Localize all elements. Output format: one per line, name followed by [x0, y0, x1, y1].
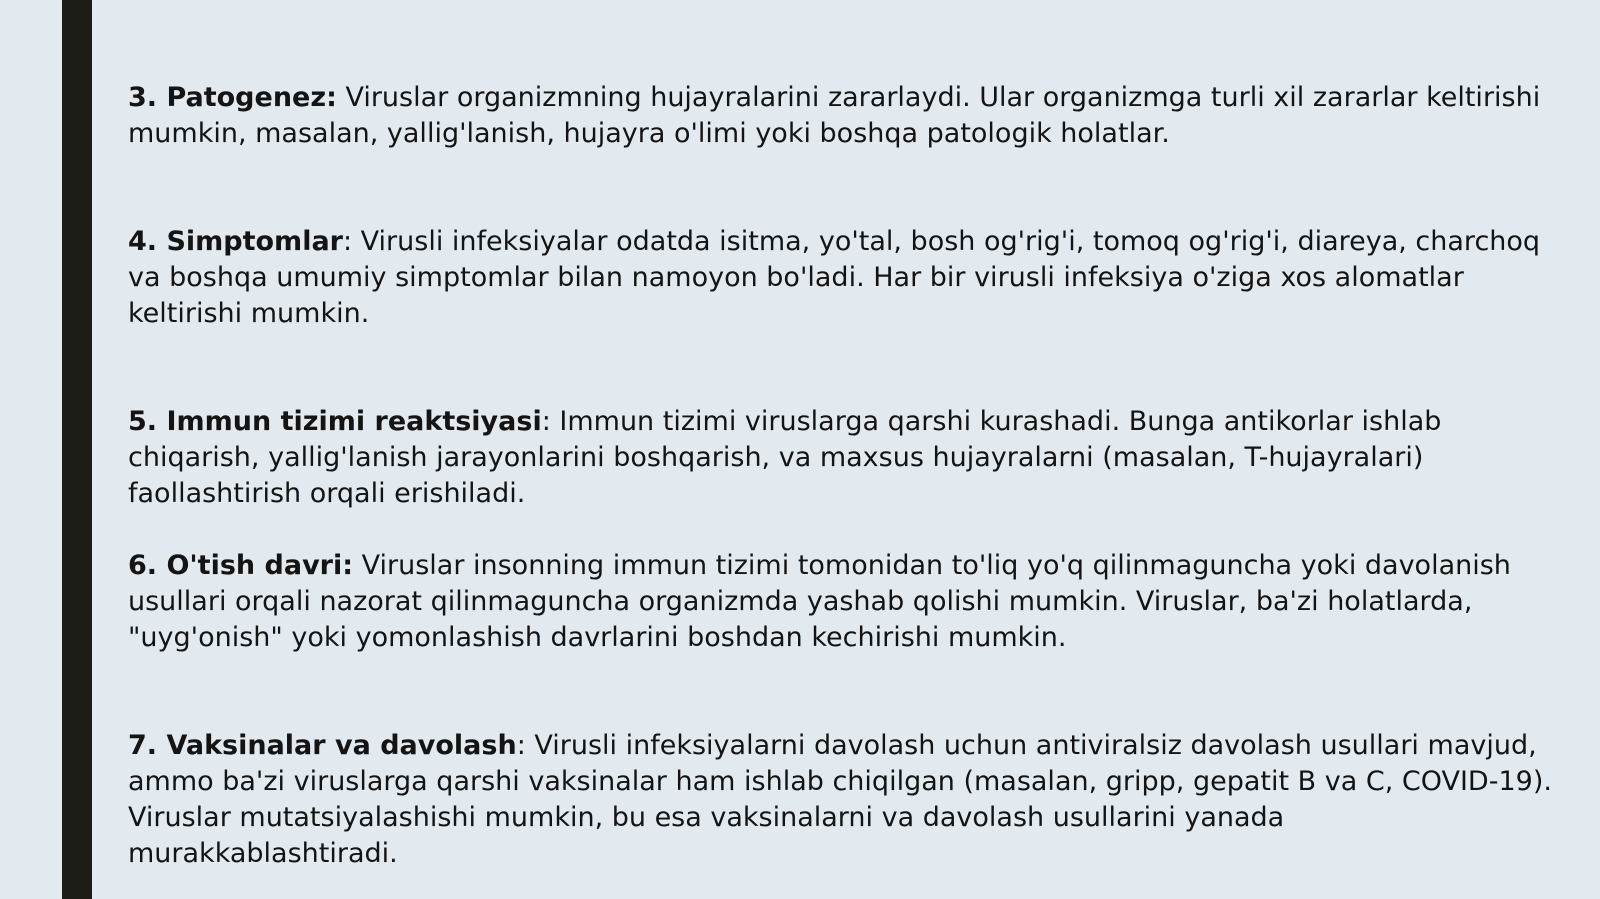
section-simptomlar [128, 224, 1552, 332]
section-heading: 5. Immun tizimi reaktsiyasi [128, 406, 542, 437]
section-heading: 3. Patogenez: [128, 82, 337, 113]
slide-accent-bar [62, 0, 92, 899]
section-otish-davri [128, 548, 1552, 656]
section-body: Viruslar organizmning hujayralarini zararlaydi. Ular organizmga turli xil zararlar keltirishi mumkin, masalan, yallig'lanish, hujayra o'limi yoki boshqa patologik holatlar. [128, 82, 1541, 149]
section-immun-tizimi [128, 404, 1552, 512]
section-body: : Virusli infeksiyalarni davolash uchun antiviralsiz davolash usullari mavjud, ammo ba'zi viruslarga qarshi vaksinalar ham ishlab chiqilgan (masalan, gripp, gepatit B va C, COVID-19). Viruslar mutatsiyalashishi mumkin, bu esa vaksinalarni va davolash usullarini yanada murakkablashtiradi. [128, 730, 1552, 869]
section-body: : Immun tizimi viruslarga qarshi kurashadi. Bunga antikorlar ishlab chiqarish, yallig'lanish jarayonlarini boshqarish, va maxsus hujayralarni (masalan, T-hujayralari) faollashtirish orqali erishiladi. [128, 406, 1442, 509]
section-heading: 4. Simptomlar [128, 226, 343, 257]
section-body: : Virusli infeksiyalar odatda isitma, yo'tal, bosh og'rig'i, tomoq og'rig'i, diareya, charchoq va boshqa umumiy simptomlar bilan namoyon bo'ladi. Har bir virusli infeksiya o'ziga xos alomatlar keltirishi mumkin. [128, 226, 1541, 329]
section-patogenez [128, 80, 1552, 152]
section-body: Viruslar insonning immun tizimi tomonidan to'liq yo'q qilinmaguncha yoki davolanish usullari orqali nazorat qilinmaguncha organizmda yashab qolishi mumkin. Viruslar, ba'zi holatlarda, "uyg'onish" yoki yomonlashish davrlarini boshdan kechirishi mumkin. [128, 550, 1511, 653]
section-heading: 7. Vaksinalar va davolash [128, 730, 517, 761]
section-heading: 6. O'tish davri: [128, 550, 354, 581]
section-vaksinalar [128, 728, 1552, 872]
